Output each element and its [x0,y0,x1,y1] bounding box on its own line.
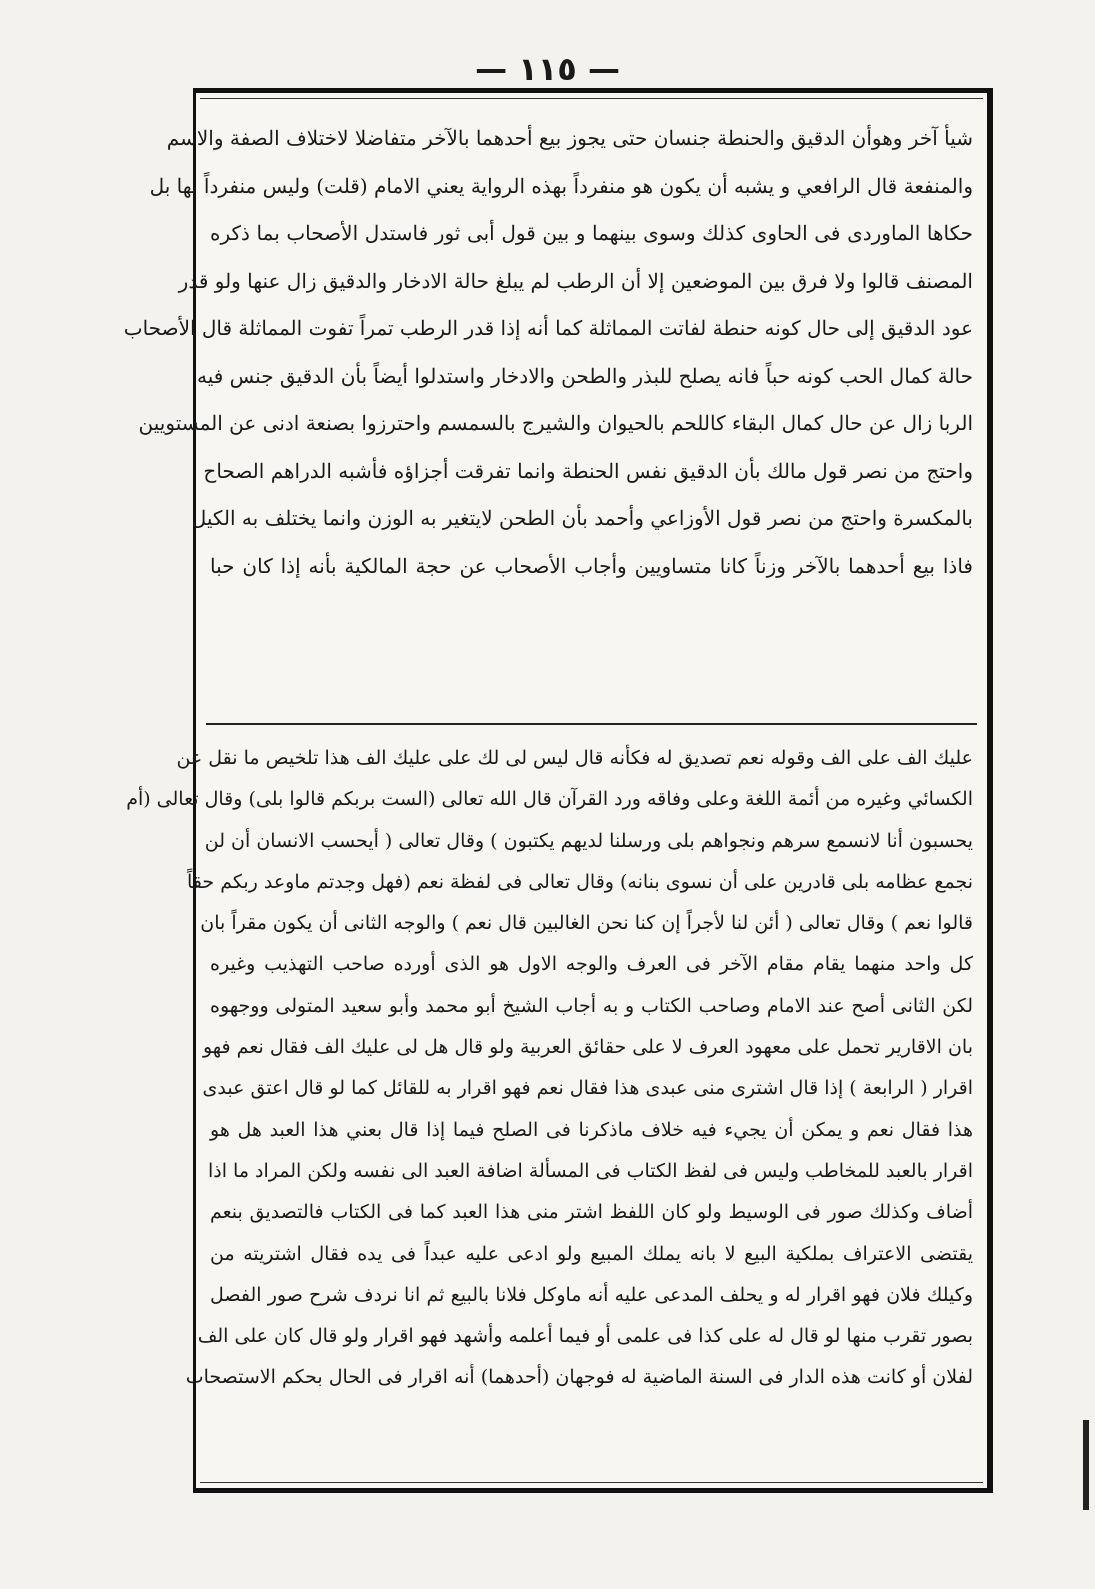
page-number: — ١١٥ — [475,50,620,88]
main-text-block [123,115,973,705]
commentary-line: بان الاقارير تحمل على معهود العرف لا على حقائق العربية ولو قال هل لى عليك الف فقال نعم فهو [202,1036,973,1059]
section-divider [206,723,977,725]
commentary-line: يقتضى الاعتراف بملكية البيع لا بانه يملك المبيع ولو ادعى عليه عبداً فى يده فقال اشتريته من [210,1242,973,1265]
commentary-line: اقرار بالعبد للمخاطب وليس فى لفظ الكتاب فى المسألة اضافة العبد الى نفسه ولكن المراد ما اذا [207,1159,973,1182]
commentary-line: بصور تقرب منها لو قال له على كذا فى علمى أو فيما أعلمه وأشهد فهو اقرار ولو قال كان على الف [197,1325,973,1348]
main-text-line: حالة كمال الحب كونه حباً فانه يصلح للبذر والطحن والادخار واستدلوا أيضاً بأن الدقيق جنس فيه [197,363,973,388]
page-frame [123,88,993,1493]
commentary-line: يحسبون أنا لانسمع سرهم ونجواهم بلى ورسلنا لديهم يكتبون ) وقال تعالى ( أيحسب الانسان أن لن [204,829,973,852]
commentary-line: اقرار ( الرابعة ) إذا قال اشترى منى عبدى هذا فقال نعم فهو اقرار به للقائل كما لو قال اعتق عبدى [202,1077,973,1100]
main-text-line: الربا زال عن حال كمال البقاء كاللحم بالحيوان والشيرج بالسمسم واحترزوا بصنعة ادنى عن المستويين [138,411,973,435]
main-text-line: بالمكسرة واحتج من نصر قول الأوزاعي وأحمد بأن الطحن لايتغير به الوزن وانما يختلف به الكيل [191,506,973,530]
main-text-line: والمنفعة قال الرافعي و يشبه أن يكون هو منفرداً بهذه الرواية يعني الامام (قلت) وليس منفرداً بها بل [149,173,973,198]
commentary-line: قالوا نعم ) وقال تعالى ( أئن لنا لأجراً إن كنا نحن الغالبين قال نعم ) والوجه الثانى أن يكون مقراً بان [200,912,973,935]
main-text-line: فاذا بيع أحدهما بالآخر وزناً كانا متساويين وأجاب الأصحاب عن حجة المالكية بأنه إذا كان حبا [210,553,973,578]
commentary-line: عليك الف على الف وقوله نعم تصديق له فكأنه قال ليس لى لك على عليك الف هذا تلخيص ما نقل عن [176,747,973,769]
commentary-line: كل واحد منهما يقام مقام الآخر فى العرف والوجه الاول هو الذى أورده صاحب التهذيب وغيره [210,953,973,976]
commentary-line: هذا فقال نعم و يمكن أن يجيء فيه خلاف ماذكرنا فى الصلح فيما إذا قال بعني هذا العبد هل هو [210,1118,973,1141]
commentary-line: أضاف وكذلك صور فى الوسيط ولو كان اللفظ اشتر منى هذا العبد كما فى الكتاب فالتصديق بنعم [210,1201,973,1224]
commentary-line: نجمع عظامه بلى قادرين على أن نسوى بنانه) وقال تعالى فى لفظة نعم (فهل وجدتم ماوعد ربكم حقاً [187,870,973,893]
commentary-line: وكيلك فلان فهو اقرار له و يحلف المدعى عليه أنه ماوكل فلانا بالبيع ثم انا نردف شرح صور الفصل [210,1283,973,1306]
main-text-line: حكاها الماوردى فى الحاوى كذلك وسوى بينهما و بين قول أبى ثور فاستدل الأصحاب بما ذكره [210,221,973,245]
commentary-line: لكن الثانى أصح عند الامام وصاحب الكتاب و به أجاب الشيخ أبو محمد وأبو سعيد المتولى ووجهوه [210,994,973,1017]
main-text-line: المصنف قالوا ولا فرق بين الموضعين إلا أن الرطب لم يبلغ حالة الادخار والدقيق زال عنها ولو قدر [178,268,973,293]
commentary-line: الكسائي وغيره من أئمة اللغة وعلى وفاقه ورد القرآن قال الله تعالى (الست بربكم قالوا بلى) وقال تعالى (أم [126,788,973,811]
commentary-text-block [126,738,973,1473]
main-text-line: واحتج من نصر قول مالك بأن الدقيق نفس الحنطة وانما تفرقت أجزاؤه فأشبه الدراهم الصحاح [203,458,973,483]
main-text-line: عود الدقيق إلى حال كونه حنطة لفاتت المماثلة كما أنه إذا قدر الرطب تمراً تفوت المماثلة قال الأصحاب [123,316,973,340]
commentary-line: لفلان أو كانت هذه الدار فى السنة الماضية له فوجهان (أحدهما) أنه اقرار فى الحال بحكم الاستصحاب [185,1366,973,1389]
page-edge-mark [1083,1420,1089,1510]
main-text-line: شيأ آخر وهوأن الدقيق والحنطة جنسان حتى يجوز بيع أحدهما بالآخر متفاضلا لاختلاف الصفة والاسم [166,126,973,150]
